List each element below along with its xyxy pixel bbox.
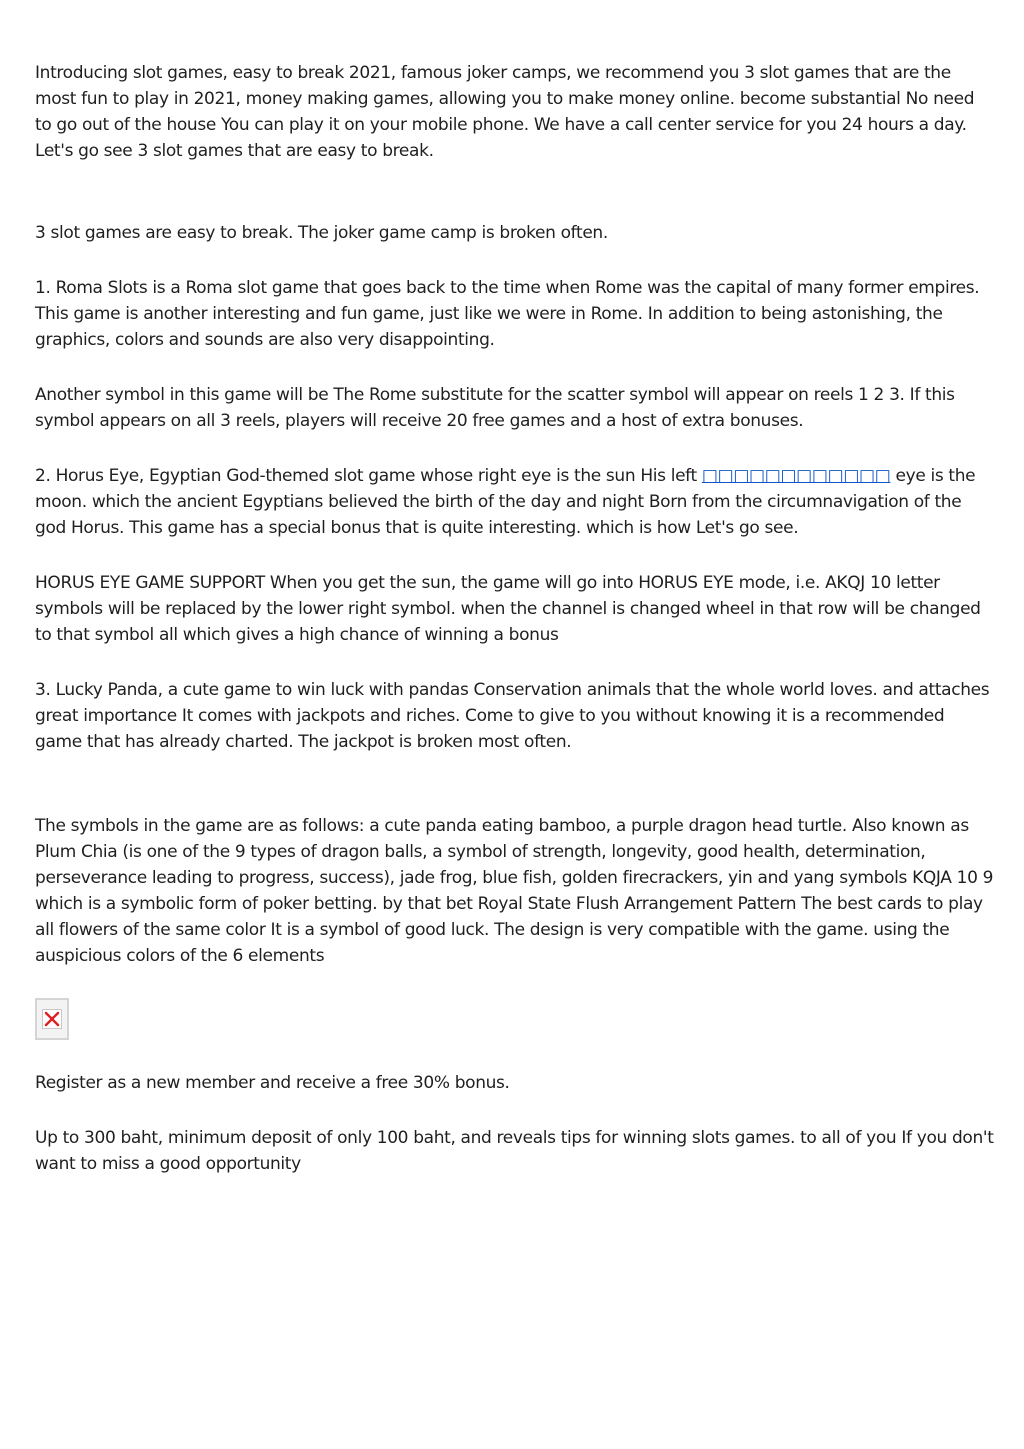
- horus-inline-link[interactable]: □□□□□□□□□□□□: [701, 466, 891, 486]
- panda-paragraph: 3. Lucky Panda, a cute game to win luck with pandas Conservation animals that the whole world loves. and attaches great importance It comes with jackpots and riches. Come to give to you without knowing it is a recommended game that has already charted. The jackpot is broken most often.: [35, 680, 990, 752]
- intro-paragraph: Introducing slot games, easy to break 2021, famous joker camps, we recommend you 3 slot games that are the most fun to play in 2021, money making games, allowing you to make money online. become substantial No need to go out of the house You can play it on your mobile phone. We have a call center service for you 24 hours a day. Let's go see 3 slot games that are easy to break.: [35, 63, 975, 161]
- register-paragraph: Register as a new member and receive a free 30% bonus.: [35, 1073, 510, 1093]
- roma-paragraph: 1. Roma Slots is a Roma slot game that goes back to the time when Rome was the capital of many former empires. This game is another interesting and fun game, just like we were in Rome. In addition to being astonishing, the graphics, colors and sounds are also very disappointing.: [35, 278, 980, 350]
- horus-text-start: 2. Horus Eye, Egyptian God-themed slot game whose right eye is the sun His left: [35, 466, 702, 486]
- document-body: [35, 60, 995, 1177]
- broken-x-icon: [43, 1010, 61, 1028]
- deposit-paragraph: Up to 300 baht, minimum deposit of only 100 baht, and reveals tips for winning slots games. to all of you If you don't want to miss a good opportunity: [35, 1128, 994, 1174]
- broken-image-icon: [35, 998, 69, 1040]
- horus-support-paragraph: HORUS EYE GAME SUPPORT When you get the sun, the game will go into HORUS EYE mode, i.e. AKQJ 10 letter symbols will be replaced by the lower right symbol. when the channel is changed wheel in that row will be changed to that symbol all which gives a high chance of winning a bonus: [35, 573, 981, 645]
- section-heading: 3 slot games are easy to break. The joker game camp is broken often.: [35, 223, 608, 243]
- horus-paragraph: [35, 463, 995, 541]
- panda-symbols-paragraph: The symbols in the game are as follows: a cute panda eating bamboo, a purple dragon head turtle. Also known as Plum Chia (is one of the 9 types of dragon balls, a symbol of strength, longevity, good health, determination, perseverance leading to progress, success), jade frog, blue fish, golden firecrackers, yin and yang symbols KQJA 10 9 which is a symbolic form of poker betting. by that bet Royal State Flush Arrangement Pattern The best cards to play all flowers of the same color It is a symbol of good luck. The design is very compatible with the game. using the auspicious colors of the 6 elements: [35, 816, 994, 966]
- horus-text-end: eye is the moon. which the ancient Egyptians believed the birth of the day and night Born from the circumnavigation of the god Horus. This game has a special bonus that is quite interesting. which is how Let's go see.: [35, 466, 976, 538]
- roma-symbol-paragraph: Another symbol in this game will be The Rome substitute for the scatter symbol will appear on reels 1 2 3. If this symbol appears on all 3 reels, players will receive 20 free games and a host of extra bonuses.: [35, 385, 955, 431]
